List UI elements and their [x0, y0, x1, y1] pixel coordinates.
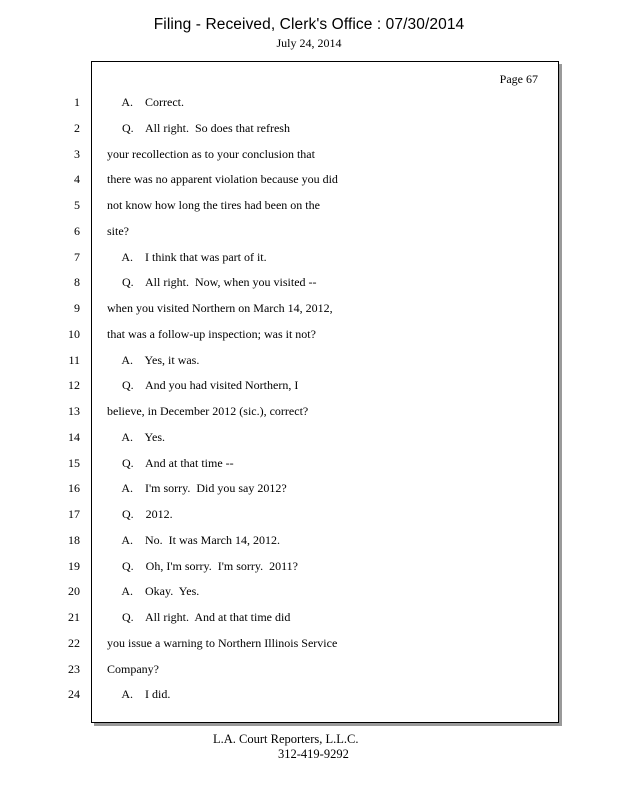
line-number: 4	[74, 172, 80, 187]
line-text: Q. All right. And at that time did	[107, 610, 291, 624]
reporter-company: L.A. Court Reporters, L.L.C.	[213, 732, 359, 746]
line-text: A. Yes, it was.	[107, 352, 200, 367]
line-number: 8	[74, 275, 80, 290]
line-text: Company?	[107, 661, 159, 676]
line-text: your recollection as to your conclusion that	[107, 146, 315, 161]
line-text: A. Okay. Yes.	[107, 584, 200, 599]
line-number: 9	[74, 301, 80, 315]
line-number: 6	[74, 223, 80, 238]
line-number: 3	[74, 146, 80, 161]
line-text: A. Correct.	[107, 95, 184, 109]
line-number: 11	[68, 352, 80, 367]
line-number: 15	[68, 455, 80, 470]
line-text: Q. All right. So does that refresh	[107, 120, 290, 135]
line-number: 13	[68, 404, 80, 418]
line-number: 18	[68, 532, 80, 547]
filing-stamp: Filing - Received, Clerk's Office : 07/30/2014	[153, 16, 465, 33]
line-text: you issue a warning to Northern Illinois Service	[107, 635, 338, 650]
line-text: A. I did.	[107, 687, 171, 702]
line-number: 20	[68, 584, 80, 599]
line-text: Q. And you had visited Northern, I	[107, 378, 299, 393]
line-number: 19	[68, 558, 80, 573]
line-text: Q. 2012.	[107, 507, 173, 521]
page-number: Page 67	[499, 72, 538, 86]
line-number: 17	[68, 507, 80, 521]
line-text: believe, in December 2012 (sic.), correct?	[107, 404, 309, 418]
line-number: 14	[68, 429, 80, 444]
line-number: 24	[68, 687, 80, 702]
line-text: there was no apparent violation because you did	[107, 172, 338, 187]
line-text: A. I'm sorry. Did you say 2012?	[107, 481, 287, 496]
line-text: when you visited Northern on March 14, 2012,	[107, 301, 333, 315]
line-text: not know how long the tires had been on the	[107, 198, 320, 212]
transcript-date: July 24, 2014	[276, 36, 342, 50]
line-text: site?	[107, 223, 129, 238]
line-text: that was a follow-up inspection; was it not?	[107, 326, 316, 341]
line-number: 5	[74, 198, 80, 212]
line-number: 10	[68, 326, 80, 341]
line-number: 23	[68, 661, 80, 676]
line-number: 12	[68, 378, 80, 393]
line-text: Q. And at that time --	[107, 455, 234, 470]
line-text: A. I think that was part of it.	[107, 249, 267, 264]
reporter-phone: 312-419-9292	[278, 747, 349, 761]
line-text: A. Yes.	[107, 429, 166, 444]
line-number: 2	[74, 120, 80, 135]
line-number: 22	[68, 635, 80, 650]
line-text: A. No. It was March 14, 2012.	[107, 532, 280, 547]
line-number: 16	[68, 481, 80, 496]
line-text: Q. All right. Now, when you visited --	[107, 275, 317, 290]
line-text: Q. Oh, I'm sorry. I'm sorry. 2011?	[107, 558, 298, 573]
line-number: 7	[74, 249, 80, 264]
line-number: 21	[68, 610, 80, 624]
line-number: 1	[74, 95, 80, 109]
